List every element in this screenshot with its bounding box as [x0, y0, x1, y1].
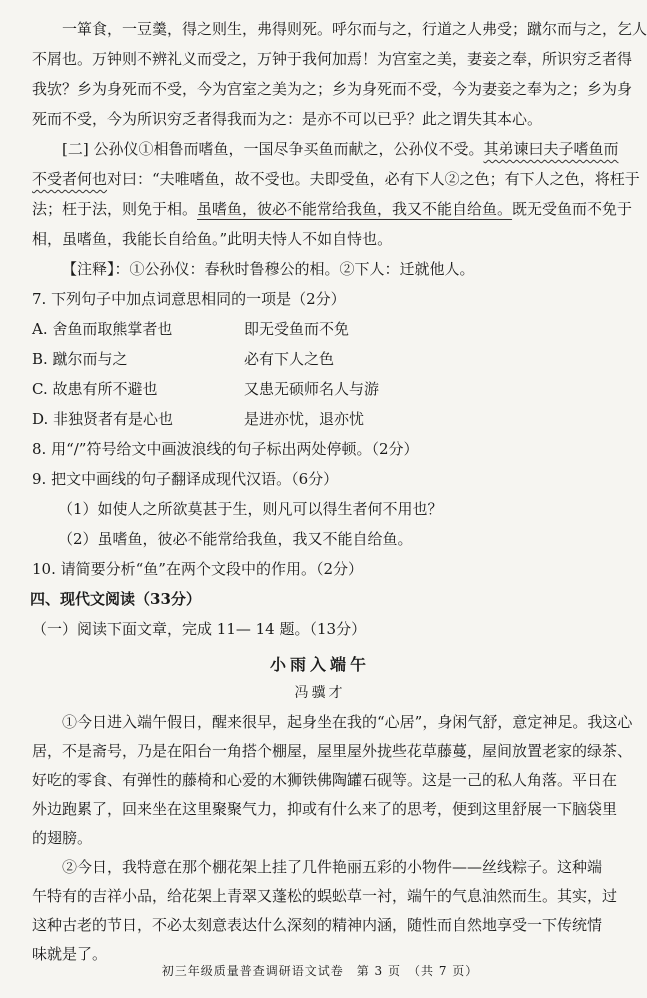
para2-line-1: ②今日，我特意在那个棚花架上挂了几件艳丽五彩的小物件——丝线粽子。这种端 — [62, 858, 603, 876]
passage-a-line-3: 我欤？乡为身死而不受，今为宫室之美为之；乡为身死而不受，今为妻妾之奉为之；乡为身 — [32, 80, 633, 98]
page-footer: 初三年级质量普查调研语文试卷 第 3 页 （共 7 页） — [161, 964, 479, 978]
passage-b-line-3 — [32, 194, 633, 224]
para1-line-2: 居，不是斋号，乃是在阳台一角搭个棚屋，屋里屋外拢些花草藤蔓，屋间放置老家的绿茶、 — [32, 742, 633, 760]
passage-b-text: [二] 公孙仪①相鲁而嗜鱼，一国尽争买鱼而献之，公孙仪不受。 — [62, 140, 484, 158]
passage-b-text: 既无受鱼而不免于 — [512, 200, 633, 218]
notes: 【注释】：①公孙仪：春秋时鲁穆公的相。②下人：迁就他人。 — [62, 260, 475, 278]
subsection-1-heading: （一）阅读下面文章，完成 11— 14 题。（13分） — [32, 620, 367, 638]
article-author: 冯骥才 — [294, 685, 346, 701]
passage-b-line-2 — [32, 164, 640, 194]
underlined-sentence: 虽嗜鱼，彼必不能常给我鱼，我又不能自给鱼。 — [197, 200, 513, 218]
article-paragraph-2 — [32, 853, 618, 969]
q7-option-a-left: A. 舍鱼而取熊掌者也 — [32, 320, 173, 338]
q7-option-b-right: 必有下人之色 — [244, 350, 335, 368]
article-title: 小雨入端午 — [269, 655, 370, 674]
passage-b-text: 法；枉于法，则免于相。 — [32, 200, 198, 218]
q7-option-c-left: C. 故患有所不避也 — [32, 380, 158, 398]
wavy-line-sentence-cont: 不受者何也 — [32, 170, 108, 188]
q7-option-b-left: B. 蹴尔而与之 — [32, 350, 128, 368]
para2-line-3: 这种古老的节日，不必太刻意表达什么深刻的精神内涵，随性而自然地享受一下传统情 — [32, 916, 603, 934]
q7-option-d-left: D. 非独贤者有是心也 — [32, 410, 174, 428]
q7-option-d-right: 是进亦忧，退亦忧 — [244, 410, 365, 428]
para1-line-1: ①今日进入端午假日，醒来很早，起身坐在我的“心居”，身闲气舒，意定神足。我这心 — [62, 713, 633, 731]
para1-line-3: 好吃的零食、有弹性的藤椅和心爱的木狮铁佛陶罐石砚等。这是一己的私人角落。平日在 — [32, 771, 618, 789]
wavy-line-sentence: 其弟谏曰夫子嗜鱼而 — [483, 140, 619, 158]
question-10: 10. 请简要分析“鱼”在两个文段中的作用。（2分） — [32, 560, 364, 578]
question-9-item-2: （2）虽嗜鱼，彼必不能常给我鱼，我又不能自给鱼。 — [58, 530, 413, 548]
question-8: 8. 用“/”符号给文中画波浪线的句子标出两处停顿。（2分） — [32, 440, 419, 458]
article-paragraph-1 — [32, 708, 633, 853]
para1-line-5: 的翅膀。 — [32, 829, 93, 847]
para2-line-4: 味就是了。 — [32, 945, 108, 963]
passage-b-text: 对曰：“夫唯嗜鱼，故不受也。夫即受鱼，必有下人②之色；有下人之色，将枉于 — [107, 170, 640, 188]
question-9-stem: 9. 把文中画线的句子翻译成现代汉语。（6分） — [32, 470, 339, 488]
question-9-item-1: （1）如使人之所欲莫甚于生，则凡可以得生者何不用也？ — [58, 500, 443, 518]
passage-b-line-4: 相，虽嗜鱼，我能长自给鱼。”此明夫恃人不如自恃也。 — [32, 230, 393, 248]
q7-option-c-right: 又患无硕师名人与游 — [244, 380, 380, 398]
passage-b-line-1 — [32, 134, 619, 164]
passage-a-line-1: 一箪食，一豆羹，得之则生，弗得则死。呼尔而与之，行道之人弗受；蹴尔而与之，乞人 — [62, 20, 647, 38]
para2-line-2: 午特有的吉祥小品，给花架上青翠又蓬松的蜈蚣草一衬，端午的气息油然而生。其实，过 — [32, 887, 618, 905]
passage-b — [32, 134, 640, 254]
passage-a-line-2: 不屑也。万钟则不辨礼义而受之，万钟于我何加焉！为宫室之美，妻妾之奉，所识穷乏者得 — [32, 50, 633, 68]
para1-line-4: 外边跑累了，回来坐在这里聚聚气力，抑或有什么来了的思考，便到这里舒展一下脑袋里 — [32, 800, 618, 818]
passage-a-line-4: 死而不受，今为所识穷乏者得我而为之：是亦不可以已乎？此之谓失其本心。 — [32, 110, 543, 128]
passage-a — [32, 14, 647, 134]
section-4-heading: 四、现代文阅读（33分） — [30, 590, 201, 608]
q7-option-a-right: 即无受鱼而不免 — [244, 320, 350, 338]
question-7-stem: 7. 下列句子中加点词意思相同的一项是（2分） — [32, 290, 346, 308]
